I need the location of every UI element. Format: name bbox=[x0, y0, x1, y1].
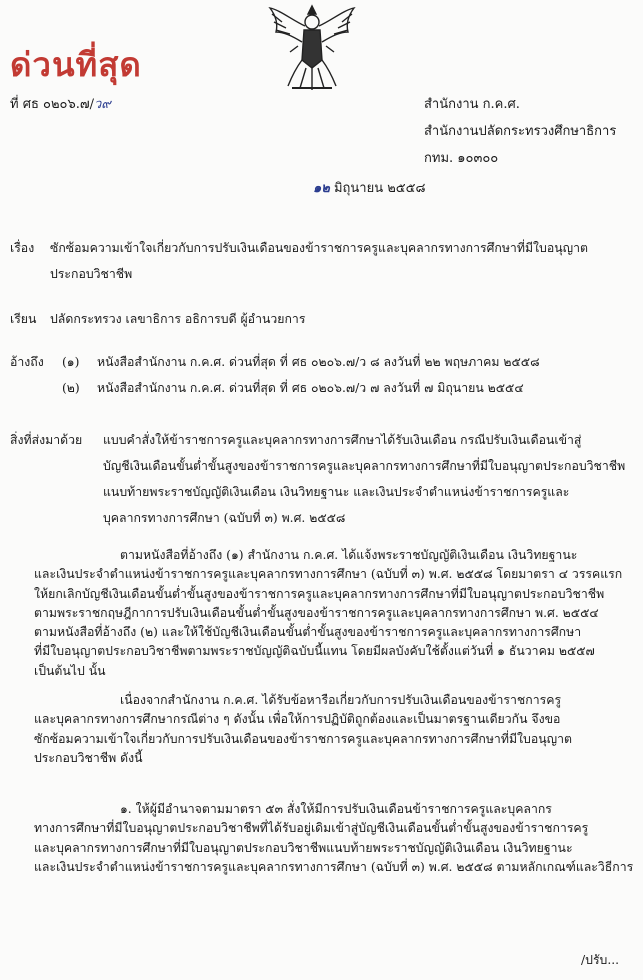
paragraph-2-line: ประกอบวิชาชีพ ดังนี้ bbox=[34, 750, 143, 765]
reference-number bbox=[10, 97, 111, 113]
subject-label: เรื่อง bbox=[10, 241, 35, 255]
date-day: ๑๒ bbox=[313, 181, 330, 196]
paragraph-1-line: ให้ยกเลิกบัญชีเงินเดือนขั้นต่ำขั้นสูงของข้าราชการครูและบุคลากรทางการศึกษาที่มีใบอนุญาตประกอบวิชาชีพ bbox=[34, 586, 605, 601]
body-paragraph-3 bbox=[34, 800, 634, 877]
date-month-year: มิถุนายน ๒๕๕๘ bbox=[333, 181, 426, 196]
paragraph-1-line: และเงินประจำตำแหน่งข้าราชการครูและบุคลากรทางการศึกษา (ฉบับที่ ๓) พ.ศ. ๒๕๕๘ โดยมาตรา ๔ วรรคแรก bbox=[34, 567, 623, 582]
paragraph-1-line: ตามหนังสือที่อ้างถึง (๒) และให้ใช้บัญชีเงินเดือนขั้นต่ำขั้นสูงของข้าราชการครูและบุคลากรทางการศึกษา bbox=[34, 625, 582, 640]
enclosure-line-2: บัญชีเงินเดือนขั้นต่ำขั้นสูงของข้าราชการครูและบุคลากรทางการศึกษาที่มีใบอนุญาตประกอบวิชาชีพ bbox=[103, 459, 626, 473]
salutation-recipients: ปลัดกระทรวง เลขาธิการ อธิการบดี ผู้อำนวยการ bbox=[50, 312, 306, 326]
reference-1-number: (๑) bbox=[62, 355, 80, 369]
paragraph-1-line: ตามหนังสือที่อ้างถึง (๑) สำนักงาน ก.ค.ศ. ได้แจ้งพระราชบัญญัติเงินเดือน เงินวิทยฐานะ bbox=[120, 548, 578, 562]
reference-handwritten: ว๙ bbox=[94, 97, 111, 112]
paragraph-3-line: ๑. ให้ผู้มีอำนาจตามมาตรา ๕๓ สั่งให้มีการปรับเงินเดือนข้าราชการครูและบุคลากร bbox=[120, 802, 552, 816]
salutation-label: เรียน bbox=[10, 312, 37, 326]
sender-ministry: สำนักงานปลัดกระทรวงศึกษาธิการ bbox=[424, 124, 617, 139]
enclosure-label: สิ่งที่ส่งมาด้วย bbox=[10, 433, 83, 447]
reference-label: อ้างถึง bbox=[10, 355, 44, 369]
body-paragraph-2 bbox=[34, 691, 624, 768]
enclosure-line-1: แบบคำสั่งให้ข้าราชการครูและบุคลากรทางการศึกษาได้รับเงินเดือน กรณีปรับเงินเดือนเข้าสู่ bbox=[103, 433, 582, 447]
paragraph-1-line: ที่มีใบอนุญาตประกอบวิชาชีพตามพระราชบัญญัติฉบับนี้แทน โดยมีผลบังคับใช้ตั้งแต่วันที่ ๑ ธันวาคม ๒๕๕๗ bbox=[34, 644, 595, 659]
garuda-emblem bbox=[262, 2, 362, 94]
subject-line-2: ประกอบวิชาชีพ bbox=[50, 267, 133, 281]
sender-postcode: กทม. ๑๐๓๐๐ bbox=[424, 151, 499, 166]
paragraph-2-line: เนื่องจากสำนักงาน ก.ค.ศ. ได้รับข้อหารือเกี่ยวกับการปรับเงินเดือนของข้าราชการครู bbox=[120, 693, 562, 707]
reference-1-text: หนังสือสำนักงาน ก.ค.ศ. ด่วนที่สุด ที่ ศธ ๐๒๐๖.๗/ว ๘ ลงวันที่ ๒๒ พฤษภาคม ๒๕๕๘ bbox=[97, 355, 540, 369]
paragraph-1-line: เป็นต้นไป นั้น bbox=[34, 663, 106, 678]
sender-office: สำนักงาน ก.ค.ศ. bbox=[424, 97, 520, 112]
body-paragraph-1 bbox=[34, 546, 624, 681]
paragraph-1-line: ตามพระราชกฤษฎีกาการปรับเงินเดือนขั้นต่ำขั้นสูงของข้าราชการครูและบุคลากรทางการศึกษา พ.ศ. ๒๕๕๔ bbox=[34, 605, 599, 620]
enclosure-line-3: แนบท้ายพระราชบัญญัติเงินเดือน เงินวิทยฐานะ และเงินประจำตำแหน่งข้าราชการครูและ bbox=[103, 485, 570, 499]
reference-2-number: (๒) bbox=[62, 381, 80, 395]
subject-line-1: ซักซ้อมความเข้าใจเกี่ยวกับการปรับเงินเดือนของข้าราชการครูและบุคลากรทางการศึกษาที่มีใบอนุญาต bbox=[50, 241, 589, 255]
paragraph-3-line: และเงินประจำตำแหน่งข้าราชการครูและบุคลากรทางการศึกษา (ฉบับที่ ๓) พ.ศ. ๒๕๕๘ ตามหลักเกณฑ์และวิธีการ bbox=[34, 859, 634, 874]
urgency-stamp: ด่วนที่สุด bbox=[10, 45, 142, 84]
letter-date bbox=[313, 181, 426, 197]
enclosure-line-4: บุคลากรทางการศึกษา (ฉบับที่ ๓) พ.ศ. ๒๕๕๘ bbox=[103, 511, 346, 525]
paragraph-3-line: และบุคลากรทางการศึกษาที่มีใบอนุญาตประกอบวิชาชีพแนบท้ายพระราชบัญญัติเงินเดือน เงินวิทยฐานะ bbox=[34, 840, 573, 855]
paragraph-3-line: ทางการศึกษาที่มีใบอนุญาตประกอบวิชาชีพที่ได้รับอยู่เดิมเข้าสู่บัญชีเงินเดือนขั้นต่ำขั้นสูงของข้าราชการครู bbox=[34, 821, 589, 836]
paragraph-2-line: ซักซ้อมความเข้าใจเกี่ยวกับการปรับเงินเดือนของข้าราชการครูและบุคลากรทางการศึกษาที่มีใบอนุญาต bbox=[34, 731, 573, 746]
paragraph-2-line: และบุคลากรทางการศึกษากรณีต่าง ๆ ดังนั้น เพื่อให้การปฏิบัติถูกต้องและเป็นมาตรฐานเดียวกัน จึงขอ bbox=[34, 712, 561, 727]
reference-2-text: หนังสือสำนักงาน ก.ค.ศ. ด่วนที่สุด ที่ ศธ ๐๒๐๖.๗/ว ๗ ลงวันที่ ๗ มิถุนายน ๒๕๕๔ bbox=[97, 381, 524, 395]
reference-prefix: ที่ ศธ ๐๒๐๖.๗/ bbox=[10, 97, 94, 112]
continuation-marker: /ปรับ... bbox=[581, 953, 620, 967]
